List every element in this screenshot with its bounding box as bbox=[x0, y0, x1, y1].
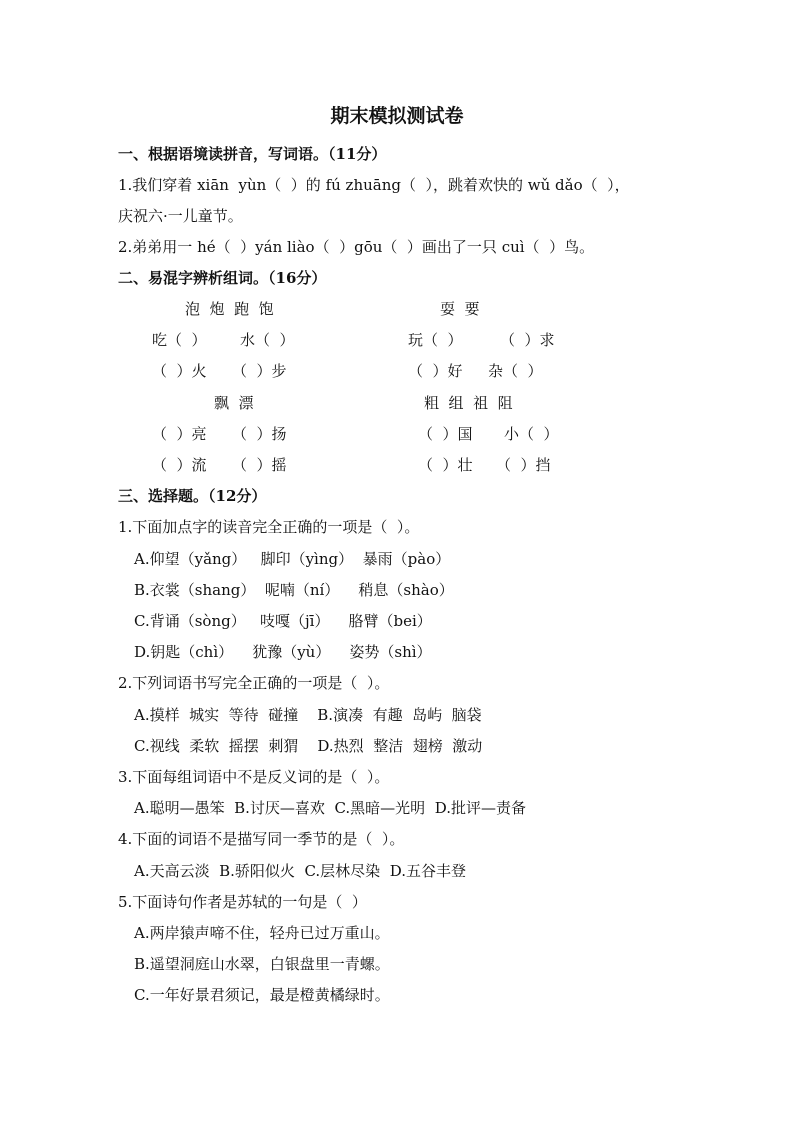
blank-item: （ ）流 bbox=[152, 456, 207, 474]
section-heading-3: 三、选择题。（12分） bbox=[118, 487, 267, 505]
option-line: C.背诵（sòng） 吱嘎（jī） 胳臂（bei） bbox=[134, 612, 432, 630]
blank-item: （ ）国 bbox=[418, 425, 473, 443]
blank-item: 杂（ ） bbox=[488, 362, 543, 380]
blank-item: 吃（ ） bbox=[152, 331, 207, 349]
option-line: B.遥望洞庭山水翠，白银盘里一青螺。 bbox=[134, 955, 390, 973]
blank-item: （ ）火 bbox=[152, 362, 207, 380]
char-group-1: 泡 炮 跑 饱 bbox=[185, 300, 274, 318]
blank-item: （ ）扬 bbox=[232, 425, 287, 443]
option-line: B.衣裳（shang） 呢喃（ní） 稍息（shào） bbox=[134, 581, 454, 599]
option-line: A.天高云淡 B.骄阳似火 C.层林尽染 D.五谷丰登 bbox=[134, 862, 466, 880]
option-line: C.视线 柔软 摇摆 刺猬 D.热烈 整洁 翅榜 激动 bbox=[134, 737, 483, 755]
question-1-1-line2: 庆祝六·一儿童节。 bbox=[118, 207, 243, 225]
blank-item: （ ）求 bbox=[500, 331, 555, 349]
blank-item: 水（ ） bbox=[240, 331, 295, 349]
char-group-3: 飘 漂 bbox=[214, 394, 254, 412]
option-line: A.仰望（yǎng） 脚印（yìng） 暴雨（pào） bbox=[134, 550, 451, 568]
blank-item: 玩（ ） bbox=[408, 331, 463, 349]
char-group-2: 耍 要 bbox=[440, 300, 480, 318]
blank-item: （ ）挡 bbox=[496, 456, 551, 474]
question-3-4: 4.下面的词语不是描写同一季节的是（ ）。 bbox=[118, 830, 405, 848]
page-title: 期末模拟测试卷 bbox=[330, 105, 464, 127]
section-heading-1: 一、根据语境读拼音，写词语。（11分） bbox=[118, 145, 387, 163]
question-3-3: 3.下面每组词语中不是反义词的是（ ）。 bbox=[118, 768, 390, 786]
option-line: D.钥匙（chì） 犹豫（yù） 姿势（shì） bbox=[134, 643, 432, 661]
option-line: A.聪明—愚笨 B.讨厌—喜欢 C.黑暗—光明 D.批评—责备 bbox=[134, 799, 526, 817]
section-heading-2: 二、易混字辨析组词。（16分） bbox=[118, 269, 327, 287]
blank-item: （ ）步 bbox=[232, 362, 287, 380]
blank-item: （ ）亮 bbox=[152, 425, 207, 443]
question-1-2: 2.弟弟用一 hé（ ）yán liào（ ）gōu（ ）画出了一只 cuì（ ）鸟。 bbox=[118, 238, 595, 256]
blank-item: （ ）摇 bbox=[232, 456, 287, 474]
blank-item: （ ）好 bbox=[408, 362, 463, 380]
option-line: A.摸样 城实 等待 碰撞 B.演凑 有趣 岛屿 脑袋 bbox=[134, 706, 482, 724]
question-3-2: 2.下列词语书写完全正确的一项是（ ）。 bbox=[118, 674, 390, 692]
option-line: C.一年好景君须记，最是橙黄橘绿时。 bbox=[134, 986, 390, 1004]
char-group-4: 粗 组 祖 阻 bbox=[424, 394, 513, 412]
blank-item: （ ）壮 bbox=[418, 456, 473, 474]
blank-item: 小（ ） bbox=[504, 425, 559, 443]
option-line: A.两岸猿声啼不住，轻舟已过万重山。 bbox=[134, 924, 390, 942]
question-1-1-line1: 1.我们穿着 xiān yùn（ ）的 fú zhuāng（ ），跳着欢快的 wǔ dǎo（ ）， bbox=[118, 176, 630, 194]
question-3-1: 1.下面加点字的读音完全正确的一项是（ ）。 bbox=[118, 518, 420, 536]
question-3-5: 5.下面诗句作者是苏轼的一句是（ ） bbox=[118, 893, 367, 911]
